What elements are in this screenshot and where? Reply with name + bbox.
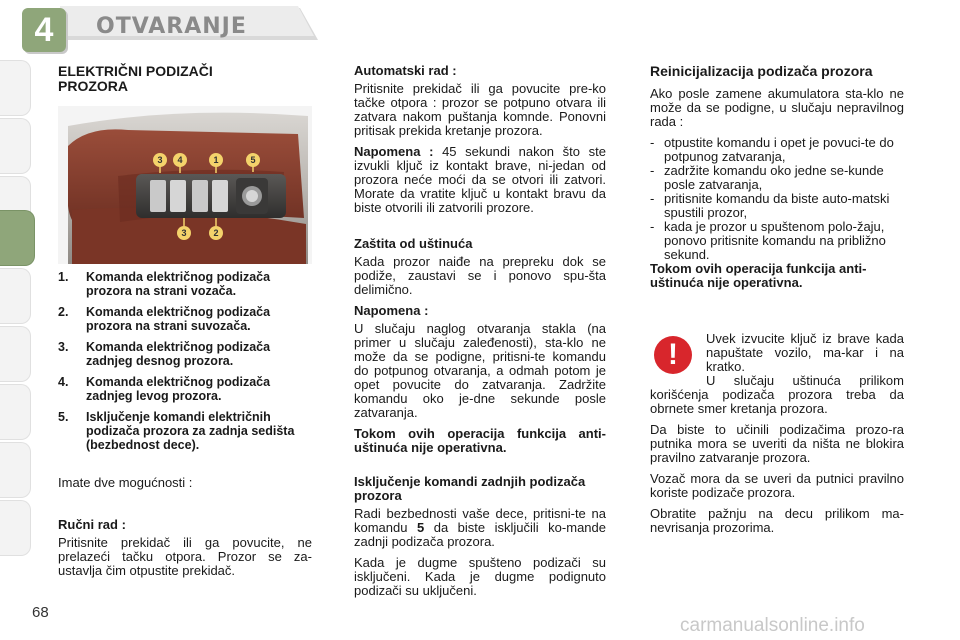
warning-p5: Obratite pažnju na decu prilikom ma-nevrisanja prozorima. <box>650 506 904 535</box>
reinit-steps <box>650 136 904 262</box>
callout-3a: 3 <box>157 155 163 165</box>
callout-2: 2 <box>213 228 219 238</box>
note-paragraph: Napomena : 45 sekundi nakon što ste izvukli ključ iz kontakt brave, ni-jedan od prozora neće moći da se otvori ili zatvori. Morate da vratite ključ u kontakt bravu da biste otvorili ili zatvorili prozore. <box>354 144 606 215</box>
rear-text-2: Kada je dugme spušteno podizači su isključeni. Kada je dugme podignuto podizači su uključeni. <box>354 555 606 598</box>
chapter-title: OTVARANJE <box>96 14 247 39</box>
list-item: - pritisnite komandu da biste auto-matski spustili prozor, <box>650 191 890 220</box>
section-title: ELEKTRIČNI PODIZAČI PROZORA <box>58 63 213 94</box>
side-tab[interactable] <box>0 326 31 382</box>
column-3 <box>650 64 904 290</box>
side-tab[interactable] <box>0 60 31 116</box>
control-list <box>58 270 312 452</box>
side-tab[interactable] <box>0 268 31 324</box>
intro-text: Imate dve mogućnosti : <box>58 475 193 490</box>
list-item: 2. Komanda električnog podizača prozora na strani suvozača. <box>58 305 271 333</box>
column-1 <box>58 64 312 94</box>
list-item: 5. Isključenje komandi električnih podizača prozora za zadnja sedišta (bezbednost dece). <box>58 410 295 452</box>
list-item: 3. Komanda električnog podizača zadnjeg desnog prozora. <box>58 340 271 368</box>
manual-text: Pritisnite prekidač ili ga povucite, ne prelazeći tačku otpora. Prozor se za-ustavlja čim otpustite prekidač. <box>58 535 312 578</box>
pinch-bold: Tokom ovih operacija funkcija anti-uštinuća nije operativna. <box>354 426 606 455</box>
warning-p4: Vozač mora da se uveri da putnici pravilno koriste podizače prozora. <box>650 471 904 500</box>
warning-icon-wrap <box>654 336 692 374</box>
rear-text: Radi bezbednosti vaše dece, pritisni-te na komandu 5 da biste isključili ko-mande zadnji podizača prozora. <box>354 506 606 549</box>
watermark: carmanualsonline.info <box>680 615 865 636</box>
warning-p2: U slučaju uštinuća prilikom korišćenja podizača prozora treba da obrnete smer kretanja prozora. <box>650 373 904 416</box>
list-item: - otpustite komandu i opet je povuci-te do potpunog zatvaranja, <box>650 135 894 164</box>
pinch-text: Kada prozor naiđe na prepreku dok se podiže, zaustavi se i ponovo spu-šta delimično. <box>354 254 606 297</box>
page-number: 68 <box>32 604 49 621</box>
column-2 <box>354 64 606 605</box>
note-label: Napomena : <box>354 144 434 159</box>
door-switch-photo <box>58 106 312 264</box>
list-item: 4. Komanda električnog podizača zadnjeg levog prozora. <box>58 375 271 403</box>
side-tab-active[interactable] <box>0 210 35 266</box>
warning-icon: ! <box>654 336 692 374</box>
callout-5: 5 <box>250 155 256 165</box>
reinit-title: Reinicijalizacija podizača prozora <box>650 63 873 79</box>
pinch-heading: Zaštita od uštinuća <box>354 236 473 251</box>
manual-heading: Ručni rad : <box>58 517 126 532</box>
warning-p3: Da biste to učinili podizačima prozo-ra putnika mora se uveriti da ništa ne blokira pravilno zatvaranje prozora. <box>650 422 904 465</box>
warning-body <box>650 374 904 542</box>
chapter-number: 4 <box>22 8 66 52</box>
note2-label: Napomena : <box>354 303 429 318</box>
list-item: 1. Komanda električnog podizača prozora na strani vozača. <box>58 270 271 298</box>
list-item: - zadržite komandu oko jedne se-kunde posle zatvaranja, <box>650 163 884 192</box>
warning-p1: Uvek izvucite ključ iz brave kada napuštate vozilo, ma-kar i na kratko. <box>706 331 904 374</box>
reinit-intro: Ako posle zamene akumulatora sta-klo ne može da se podigne, u slučaju nepravilnog rada : <box>650 86 904 129</box>
reinit-bold: Tokom ovih operacija funkcija anti-uštinuća nije operativna. <box>650 261 867 290</box>
rear-heading: Isključenje komandi zadnjih podizača prozora <box>354 474 586 503</box>
auto-text: Pritisnite prekidač ili ga povucite pre-ko tačke otpora : prozor se potpuno otvara ili zatvara nakom puštanja komnde. Ponovni pritisak prekida kretanje prozora. <box>354 81 606 138</box>
callout-3b: 3 <box>181 228 187 238</box>
side-tab[interactable] <box>0 442 31 498</box>
auto-heading: Automatski rad : <box>354 63 457 78</box>
side-tab[interactable] <box>0 118 31 174</box>
note2-text: U slučaju naglog otvaranja stakla (na primer u slučaju zaleđenosti), sta-klo ne može da se podigne, pritisni-te komandu do potpunog otvaranja, a odmah potom je opet povucite do zatvaranja. Zadržite komandu oko je-dne sekunde posle zatvaranja. <box>354 321 606 420</box>
callout-4: 4 <box>177 155 183 165</box>
list-item: - kada je prozor u spuštenom polo-žaju, ponovo pritisnite komandu na približno sekund. <box>650 219 886 262</box>
column-1-body <box>58 270 312 585</box>
side-tab[interactable] <box>0 500 31 556</box>
callout-1: 1 <box>213 155 219 165</box>
side-tab[interactable] <box>0 384 31 440</box>
